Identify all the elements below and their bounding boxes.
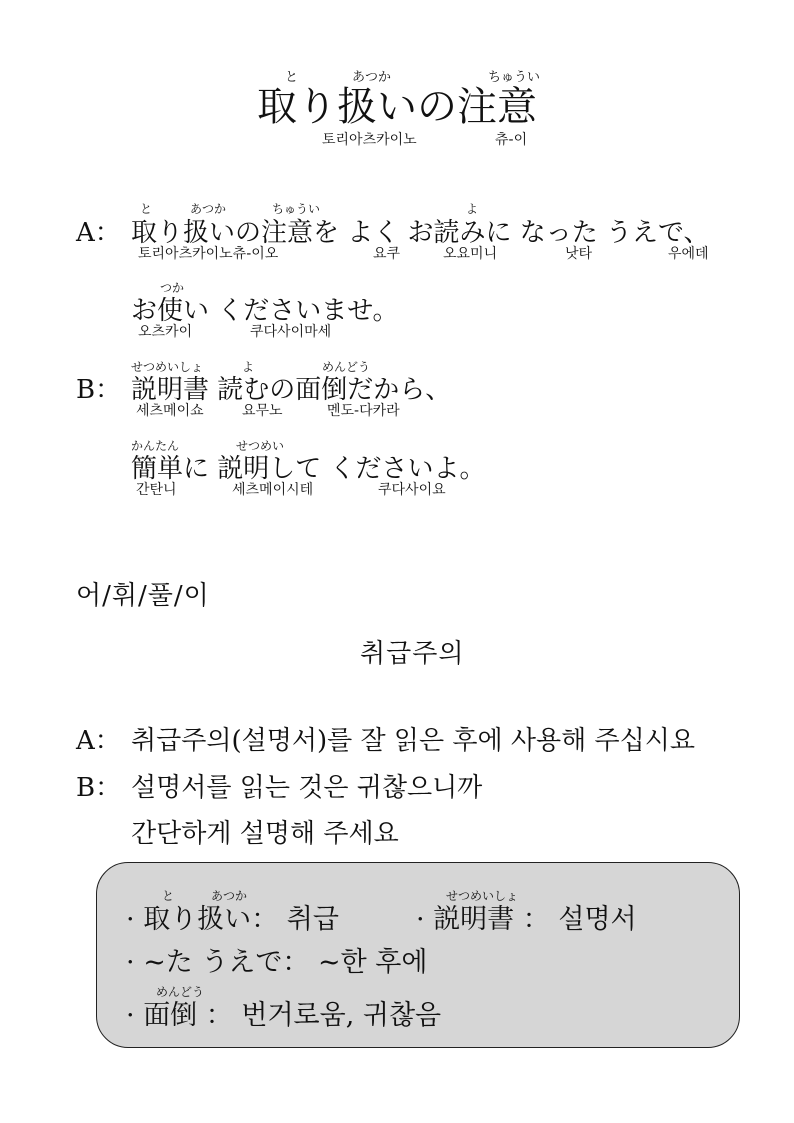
vocab-heading: 어/휘/풀/이 [76,581,210,611]
title-korean-reading-2: 츄-이 [495,132,528,148]
translation-b-line-1: 설명서를 읽는 것은 귀찮으니까 [131,773,483,803]
title-furigana-to: と [285,70,299,85]
page-title: 取り扱いの注意 [257,84,537,130]
vocab-item-torihatsukai: · 取り扱い： 취급 [126,904,339,935]
korean-reading: 우에데 [668,246,709,262]
dialogue-a-line-1: 取り扱いの注意を よく お読みに なった うえで、 [131,218,710,248]
translation-b-line-2: 간단하게 설명해 주세요 [131,819,399,849]
korean-reading: 오요미니 [443,246,498,262]
korean-reading: 쿠다사이요 [378,482,446,498]
korean-reading: 요쿠 [373,246,401,262]
vocab-item-mendou: · 面倒 ： 번거로움, 귀찮음 [126,1000,442,1031]
korean-reading: 멘도-다카라 [327,403,400,419]
translation-a-label: A： [76,726,121,756]
korean-reading: 낫타 [565,246,593,262]
speaker-a-label: A： [76,218,121,248]
furigana: せつめい [236,439,285,453]
title-furigana-chuui: ちゅうい [488,70,541,85]
dialogue-b-line-2: 簡単に 説明して くださいよ。 [131,454,486,484]
title-furigana-atsuka: あつか [352,70,392,85]
title-korean-reading-1: 토리아츠카이노 [322,132,417,148]
korean-reading: 토리아츠카이노츄-이오 [138,246,279,262]
furigana: せつめいしょ [131,360,204,374]
translation-a-line: 취급주의(설명서)를 잘 읽은 후에 사용해 주십시요 [131,726,695,756]
dialogue-a-line-2: お使い くださいませ。 [131,296,399,326]
furigana: かんたん [131,439,180,453]
translation-b-label: B： [76,773,122,803]
korean-reading: 세츠메이쇼 [136,403,204,419]
speaker-b-label: B： [76,375,122,405]
korean-reading: 쿠다사이마세 [250,324,332,340]
korean-reading: 간탄니 [136,482,177,498]
furigana: と [140,202,153,216]
furigana: めんどう [156,985,205,999]
vocab-item-ta-uede: · ~た うえで： ~한 후에 [126,947,428,978]
furigana: よ [466,202,479,216]
korean-reading: 오츠카이 [138,324,193,340]
korean-reading: 세츠메이시테 [232,482,314,498]
furigana: せつめいしょ [446,889,519,903]
furigana: よ [242,360,255,374]
furigana: あつか [211,889,248,903]
furigana: つか [160,281,185,295]
dialogue-b-line-1: 説明書 読むの面倒だから、 [131,375,452,405]
korean-reading: 요무노 [242,403,283,419]
furigana: と [162,889,175,903]
vocab-item-setsumeisho: · 説明書 ： 설명서 [416,904,637,935]
furigana: めんどう [322,360,371,374]
furigana: あつか [190,202,227,216]
furigana: ちゅうい [272,202,321,216]
vocab-subtitle: 취급주의 [360,639,465,669]
